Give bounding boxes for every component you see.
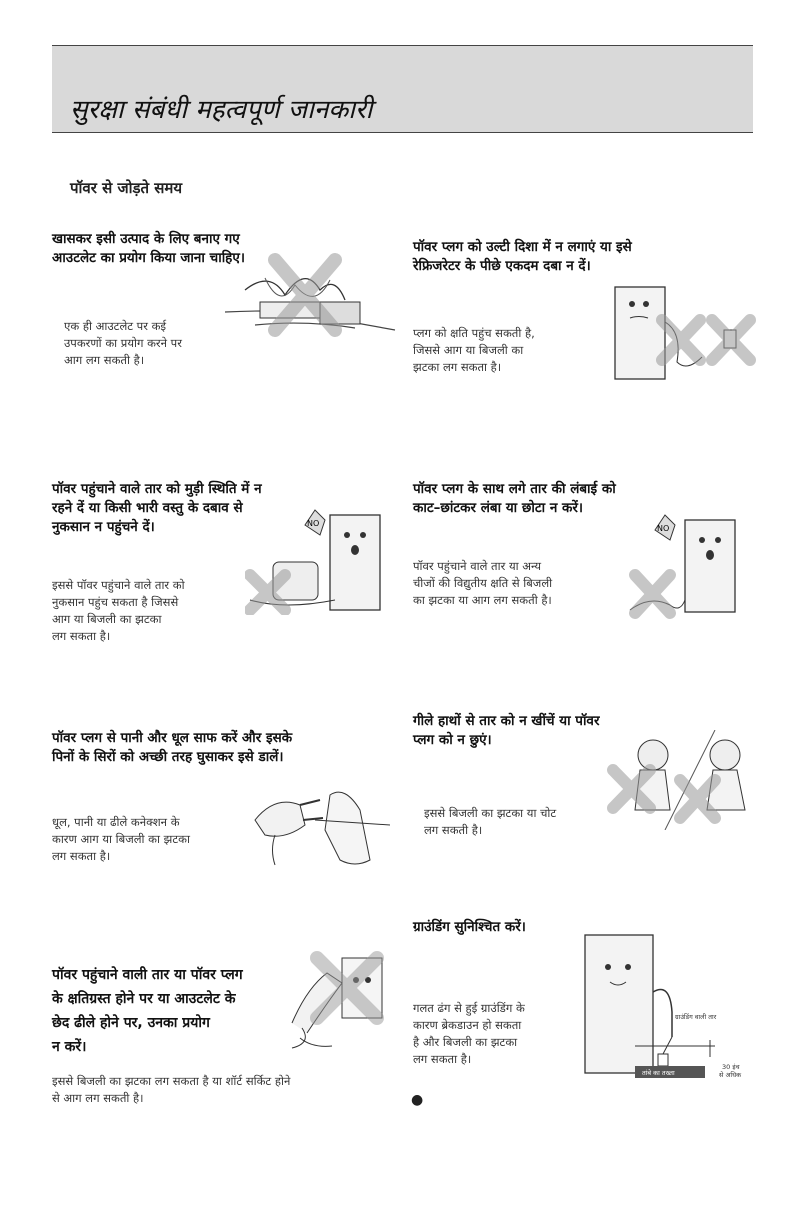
item-3-body: इससे पॉवर पहुंचाने वाले तार को नुकसान पहुंच सकता है जिससे आग या बिजली का झटका लग सकता है।: [52, 578, 185, 643]
bullet-icon: ●: [411, 1092, 424, 1108]
header-banner: [52, 45, 753, 133]
depth-label-line1: 30 इंच: [722, 1063, 740, 1071]
item-6-heading: गीले हाथों से तार को न खींचें या पॉवर प्लग को न छुएं।: [413, 713, 600, 748]
fridge-cord-crushed-illustration: [245, 500, 395, 615]
prohibited-x-icon: [275, 260, 335, 330]
item-7-body: इससे बिजली का झटका लग सकता है या शॉर्ट सर्किट होने से आग लग सकती है।: [52, 1074, 291, 1105]
item-5-heading: पॉवर प्लग से पानी और धूल साफ करें और इसके पिनों के सिरों को अच्छी तरह घुसाकर इसे डालें।: [52, 730, 293, 765]
page-title: सुरक्षा संबंधी महत्वपूर्ण जानकारी: [70, 95, 373, 125]
item-1-heading: खासकर इसी उत्पाद के लिए बनाए गए आउटलेट का प्रयोग किया जाना चाहिए।: [52, 231, 245, 266]
item-1-body: एक ही आउटलेट पर कई उपकरणों का प्रयोग करने पर आग लग सकती है।: [64, 319, 182, 367]
grounding-diagram-illustration: [580, 932, 750, 1080]
item-8-body: गलत ढंग से हुई ग्राउंडिंग के कारण ब्रेकडाउन हो सकता है और बिजली का झटका लग सकता है।: [413, 1001, 525, 1066]
damaged-plug-outlet-illustration: [272, 948, 392, 1053]
prohibited-x-icon: [662, 320, 700, 360]
item-4-body: पॉवर पहुंचाने वाले तार या अन्य चीजों की विद्युतीय क्षति से बिजली का झटका या आग लग सकती है।: [413, 559, 553, 607]
item-2-heading: पॉवर प्लग को उल्टी दिशा में न लगाएं या इसे रेफ्रिजरेटर के पीछे एकदम दबा न दें।: [413, 239, 632, 274]
fridge-cord-cut-illustration: [620, 505, 755, 620]
prohibited-x-icon: [712, 320, 750, 360]
depth-label-line2: से अधिक: [719, 1071, 742, 1079]
ground-wire-label: ग्राउंडिंग वाली तार: [675, 1013, 717, 1021]
item-3-heading: पॉवर पहुंचाने वाले तार को मुड़ी स्थिति में न रहने दें या किसी भारी वस्तु के दबाव से नुकसान न पहुंचने दें।: [52, 481, 262, 535]
item-5-body: धूल, पानी या ढीले कनेक्शन के कारण आग या बिजली का झटका लग सकता है।: [52, 815, 190, 863]
plug-cleaning-illustration: [245, 780, 395, 870]
prohibited-x-icon: [635, 575, 670, 613]
copper-plate-label: तांबे का तख्ता: [642, 1069, 675, 1077]
no-sign-text: NO: [307, 519, 320, 528]
fridge-plug-back-illustration: [612, 282, 757, 382]
item-8-heading: ग्राउंडिंग सुनिश्चित करें।: [413, 919, 526, 935]
item-7-heading: पॉवर पहुंचाने वाली तार या पॉवर प्लग के क्षतिग्रस्त होने पर या आउटलेट के छेद ढीले होने पर, उनका प्रयोग न करें।: [52, 967, 243, 1055]
item-2-body: प्लग को क्षति पहुंच सकती है, जिससे आग या बिजली का झटका लग सकता है।: [413, 326, 535, 374]
section-title: पॉवर से जोड़ते समय: [70, 179, 183, 197]
multi-plug-outlet-illustration: [225, 250, 400, 360]
item-6-body: इससे बिजली का झटका या चोट लग सकती है।: [424, 806, 557, 837]
wet-hands-plug-illustration: [605, 730, 755, 830]
item-4-heading: पॉवर प्लग के साथ लगे तार की लंबाई को काट–छांटकर लंबा या छोटा न करें।: [413, 481, 616, 516]
no-sign-text: NO: [657, 524, 670, 533]
